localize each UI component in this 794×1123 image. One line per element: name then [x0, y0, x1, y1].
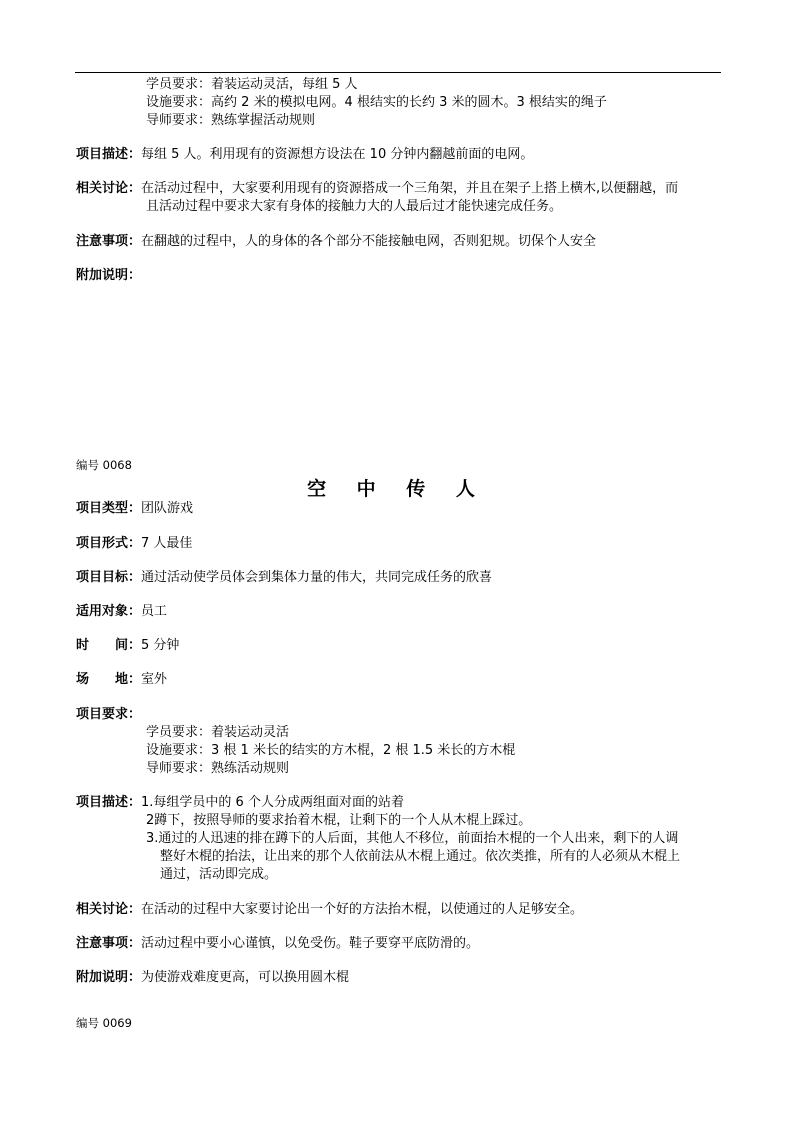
equipment-requirement: 设施要求：高约 2 米的模拟电网。4 根结实的长约 3 米的圆木。3 根结实的绳子	[146, 95, 607, 110]
notes	[76, 233, 596, 251]
related-discussion	[76, 901, 583, 919]
field-label-second: 地：	[115, 672, 142, 687]
field-value: 在活动的过程中大家要讨论出一个好的方法抬木棍，以使通过的人足够安全。	[141, 902, 584, 917]
student-requirement: 学员要求：着装运动灵活	[146, 725, 290, 740]
related-discussion-continuation: 且活动过程中要求大家有身体的接触力大的人最后过才能快速完成任务。	[146, 199, 563, 214]
field-value: 7 人最佳	[141, 536, 193, 551]
field-value: 室外	[141, 672, 168, 687]
field-value: 在活动过程中，大家要利用现有的资源搭成一个三角架，并且在架子上搭上横木,以便翻越，而	[141, 181, 679, 196]
additional-notes	[76, 267, 141, 285]
additional-notes	[76, 969, 349, 987]
description-step-3-continuation: 整好木棍的抬法，让出来的那个人依前法从木棍上通过。依次类推，所有的人必须从木棍上	[160, 849, 681, 864]
header-rule	[75, 72, 721, 73]
field-label: 项目形式：	[76, 536, 142, 551]
instructor-requirement: 导师要求：熟练活动规则	[146, 761, 290, 776]
field-value: 通过活动使学员体会到集体力量的伟大，共同完成任务的欣喜	[141, 570, 493, 585]
field-label: 注意事项：	[76, 234, 142, 249]
field-label: 项目目标：	[76, 570, 142, 585]
project-title: 空 中 传 人	[307, 478, 487, 500]
field-label: 项目要求：	[76, 707, 142, 722]
project-type	[76, 500, 193, 518]
field-label: 项目类型：	[76, 501, 142, 516]
description-step-3-continuation: 通过，活动即完成。	[160, 867, 278, 882]
field-label: 适用对象：	[76, 604, 142, 619]
field-label: 相关讨论：	[76, 902, 142, 917]
field-value: 每组 5 人。利用现有的资源想方设法在 10 分钟内翻越前面的电网。	[141, 147, 534, 162]
target-audience	[76, 603, 167, 621]
field-value: 员工	[141, 604, 168, 619]
field-value: 团队游戏	[141, 501, 194, 516]
field-label: 相关讨论：	[76, 181, 142, 196]
student-requirement: 学员要求：着装运动灵活，每组 5 人	[146, 77, 358, 92]
related-discussion	[76, 180, 678, 198]
field-label-second: 间：	[115, 638, 142, 653]
project-goal	[76, 569, 492, 587]
description-step-2: 2蹲下，按照导师的要求抬着木棍，让剩下的一个人从木棍上踩过。	[146, 813, 532, 828]
project-description	[76, 146, 533, 164]
next-project-number: 编号 0069	[76, 1016, 132, 1030]
field-label: 注意事项：	[76, 936, 142, 951]
equipment-requirement: 设施要求：3 根 1 米长的结实的方木棍，2 根 1.5 米长的方木棍	[146, 743, 516, 758]
duration	[76, 637, 179, 655]
venue	[76, 671, 167, 689]
field-value: 在翻越的过程中，人的身体的各个部分不能接触电网，否则犯规。切保个人安全	[141, 234, 597, 249]
description-step-1: 1.每组学员中的 6 个人分成两组面对面的站着	[141, 795, 404, 810]
description-step-3: 3.通过的人迅速的排在蹲下的人后面，其他人不移位，前面抬木棍的一个人出来，剩下的人调	[146, 831, 679, 846]
field-label: 附加说明：	[76, 268, 142, 283]
field-value: 为使游戏难度更高，可以换用圆木棍	[141, 970, 350, 985]
field-label-first: 时	[76, 638, 90, 653]
project-requirements	[76, 706, 141, 724]
project-form	[76, 535, 192, 553]
field-value: 活动过程中要小心谨慎，以免受伤。鞋子要穿平底防滑的。	[141, 936, 480, 951]
field-label: 项目描述：	[76, 147, 142, 162]
project-number: 编号 0068	[76, 458, 132, 472]
field-value: 5 分钟	[141, 638, 180, 653]
field-label: 附加说明：	[76, 970, 142, 985]
field-label: 项目描述：	[76, 795, 142, 810]
instructor-requirement: 导师要求：熟练掌握活动规则	[146, 113, 316, 128]
notes	[76, 935, 479, 953]
field-label-first: 场	[76, 672, 90, 687]
project-description	[76, 794, 404, 812]
